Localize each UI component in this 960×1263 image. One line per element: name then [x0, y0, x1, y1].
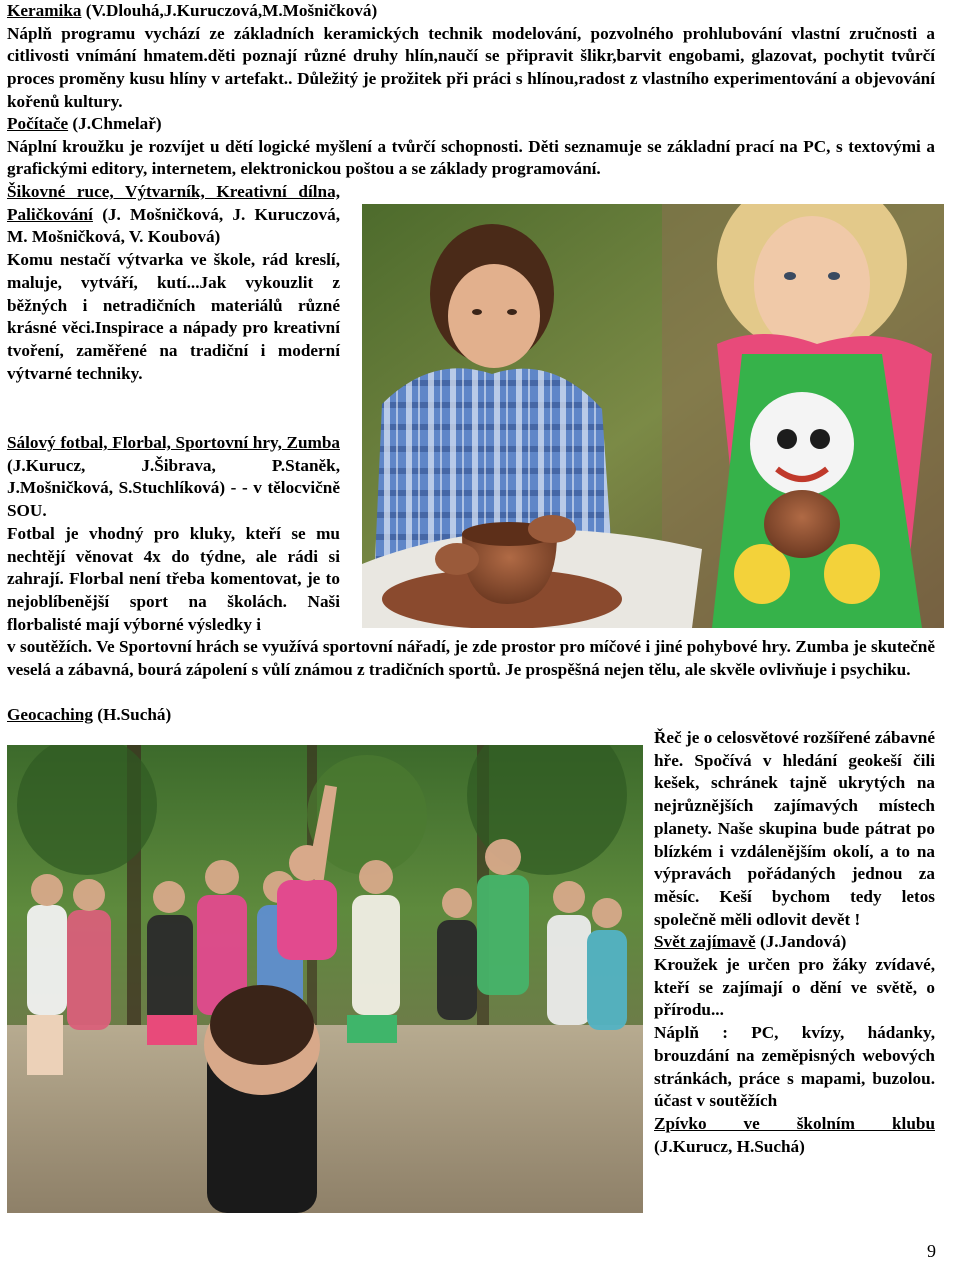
- heading-keramika: Keramika: [7, 1, 82, 20]
- section-geocaching-heading: [7, 704, 407, 727]
- text-sport-left: Fotbal je vhodný pro kluky, kteří se mu nechtějí věnovat 4x do týdne, ale rádi si zahrají. Florbal není třeba komentovat, je to nejoblíbenější sport na školách. Naši florbalisté mají výborné výsledky i: [7, 523, 340, 634]
- leaders-geocaching: (H.Suchá): [92, 705, 172, 724]
- text-geocaching: Řeč je o celosvětové rozšířené zábavné hře. Spočívá v hledání geokeší čili kešek, schránek tajně ukrytých na nejrůznějších zajímavých místech planety. Naše skupina bude pátrat po blízkém i vzdálenějším okolí, a to na výpravách pořádaných jednou za měsíc. Keší bychom tedy letos společně měli odlovit devět !: [654, 728, 935, 929]
- heading-geocaching: Geocaching: [7, 705, 93, 724]
- photo-pottery-illustration: [362, 204, 944, 628]
- heading-svet-zajimave: Svět zajímavě: [654, 932, 756, 952]
- leaders-sport: (J.Kurucz, J.Šibrava, P.Staněk, J.Mošničková, S.Stuchlíková) - - v tělocvičně SOU.: [7, 455, 340, 521]
- photo-pottery-children: [362, 204, 944, 628]
- section-keramika: [7, 0, 935, 114]
- page-number: 9: [927, 1241, 936, 1261]
- heading-pocitace: Počítače: [7, 114, 69, 133]
- heading-zpivko: Zpívko ve školním klubu: [654, 1113, 935, 1133]
- leaders-zpivko: (J.Kurucz, H.Suchá): [654, 1136, 805, 1156]
- heading-sport: Sálový fotbal, Florbal, Sportovní hry, Zumba: [7, 433, 340, 452]
- section-sport-continued: [7, 636, 935, 681]
- text-svet-zajimave-1: Kroužek je určen pro žáky zvídavé, kteří se zajímají o dění ve světě, o přírodu...: [654, 955, 935, 1020]
- leaders-pocitace: (J.Chmelař): [68, 114, 162, 133]
- text-pocitace: Náplní kroužku je rozvíjet u dětí logické myšlení a tvůrčí schopnosti. Děti seznamuje se základní prací na PC, s textovými a grafickými editory, internetem, elektronickou poštou a se základy programování.: [7, 136, 935, 179]
- text-sikovne-ruce: Komu nestačí výtvarka ve škole, rád kreslí, maluje, vytváří, kutí...Jak vykouzlit z běžných i netradičních materiálů různé krásné věci.Inspirace a nápady pro kreativní tvoření, zaměřené na tradiční i moderní výtvarné techniky.: [7, 250, 340, 383]
- text-keramika: Náplň programu vychází ze základních keramických technik modelování, pozvolného prohlubování vlastní zručnosti a citlivosti vnímání hmatem.děti poznají různé druhy hlín,naučí se připravit šlikr,barvit engobami, glazovat, pochytit tvůrčí proces proměny kusu hlíny v artefakt.. Důležitý je prožitek při práci s hlínou,radost z vlastního experimentování a objevování kořenů kultury.: [7, 23, 935, 111]
- section-pocitace: [7, 113, 935, 181]
- text-svet-zajimave-2: Náplň : PC, kvízy, hádanky, brouzdání na zeměpisných webových stránkách, práce s mapami, buzolou. účast v soutěžích: [654, 1023, 935, 1111]
- leaders-keramika: (V.Dlouhá,J.Kuruczová,M.Mošničková): [81, 1, 378, 20]
- section-sport: [7, 432, 340, 636]
- leaders-svet-zajimave: (J.Jandová): [755, 932, 847, 952]
- leaders-sikovne-ruce: (J. Mošničková, J. Kuruczová, M. Mošničková, V. Koubová): [7, 204, 340, 247]
- photo-zumba-group: [7, 745, 643, 1213]
- section-sikovne-ruce: [7, 181, 340, 385]
- heading-sikovne-ruce: Šikovné ruce, Výtvarník, Kreativní dílna, Paličkování: [7, 182, 340, 224]
- text-sport-full: v soutěžích. Ve Sportovní hrách se využívá sportovní nářadí, je zde prostor pro míčové i jiné pohybové hry. Zumba je skutečně veselá a zábavná, bourá zápolení s vůlí známou z tradičních sportů. Je prospěšná nejen tělu, ale skvěle ovlivňuje i psychiku.: [7, 637, 935, 679]
- section-right-column: [654, 727, 935, 1158]
- photo-zumba-illustration: [7, 745, 643, 1213]
